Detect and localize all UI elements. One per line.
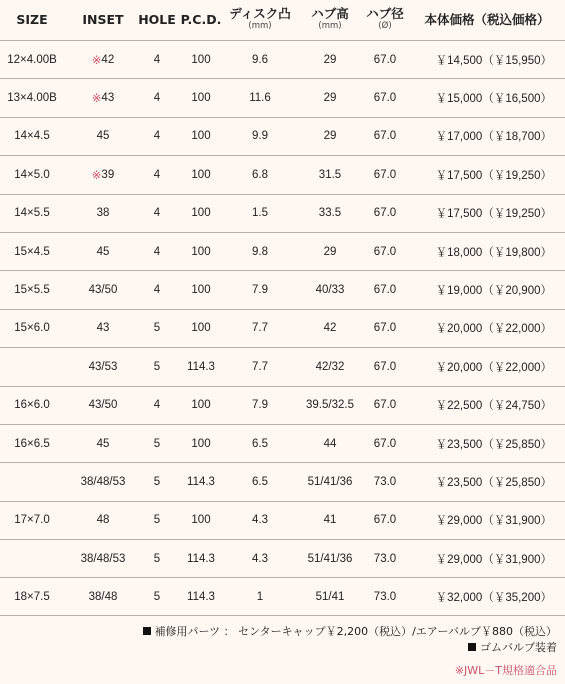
cell-disc (226, 156, 294, 193)
cell-price (414, 41, 552, 78)
disc-value: 6.5 (252, 437, 268, 450)
cell-hole (136, 41, 178, 78)
cell-inset (74, 118, 132, 155)
cell-inset (74, 463, 132, 500)
pcd-value: 100 (191, 53, 211, 66)
hole-value: 4 (153, 92, 161, 105)
cell-hub-height (300, 79, 360, 116)
cell-pcd (176, 233, 226, 270)
price-value: ￥22,500（￥24,750） (435, 400, 552, 413)
cell-price (414, 425, 552, 462)
cell-hole (136, 348, 178, 385)
header-price: 本体価格（税込価格） (424, 11, 550, 27)
hub-height-value: 44 (323, 437, 337, 450)
inset-value: 43 (96, 322, 110, 335)
hole-value: 5 (153, 590, 161, 603)
cell-hub-dia (362, 540, 408, 577)
inset-value: 42 (101, 53, 115, 66)
hole-value: 4 (153, 168, 161, 181)
cell-hub-height (300, 578, 360, 614)
cell-price (414, 79, 552, 116)
hub-height-value: 29 (323, 92, 337, 105)
hole-value: 5 (153, 552, 161, 565)
cell-hole (136, 271, 178, 308)
inset-value: 38 (96, 207, 110, 220)
cell-inset (74, 195, 132, 232)
pcd-value: 100 (191, 514, 211, 527)
jwl-mark: ※ (91, 54, 102, 67)
size-value: 15×5.5 (14, 284, 50, 297)
price-value: ￥19,000（￥20,900） (435, 285, 552, 298)
cell-price (414, 502, 552, 539)
size-value: 15×4.5 (14, 245, 50, 258)
cell-hole (136, 463, 178, 500)
hole-value: 4 (153, 207, 161, 220)
cell-hub-dia (362, 118, 408, 155)
cell-pcd (176, 463, 226, 500)
cell-disc (226, 540, 294, 577)
cell-pcd (176, 41, 226, 78)
cell-price (414, 118, 552, 155)
price-value: ￥15,000（￥16,500） (435, 93, 552, 106)
table-row (0, 232, 565, 270)
cell-inset (74, 425, 132, 462)
cell-size (2, 195, 62, 232)
cell-hub-height (300, 425, 360, 462)
pcd-value: 100 (191, 245, 211, 258)
cell-hub-height (300, 233, 360, 270)
cell-price (414, 540, 552, 577)
cell-hub-dia (362, 425, 408, 462)
inset-value: 43/53 (88, 360, 118, 373)
cell-pcd (176, 387, 226, 424)
cell-hub-dia (362, 578, 408, 614)
size-value: 16×6.0 (14, 399, 50, 412)
cell-hole (136, 310, 178, 347)
cell-hub-dia (362, 271, 408, 308)
hub-height-value: 51/41/36 (307, 475, 353, 488)
inset-value: 38/48/53 (80, 475, 126, 488)
footer-valve-note: ゴムバルブ装着 (468, 639, 557, 655)
size-value: 15×6.0 (14, 322, 50, 335)
cell-inset (74, 233, 132, 270)
hub-height-value: 31.5 (318, 168, 342, 181)
inset-value: 43/50 (88, 284, 118, 297)
cell-hub-height (300, 156, 360, 193)
table-row (0, 78, 565, 116)
cell-hole (136, 425, 178, 462)
footer-jwl-note: ※JWL－T規格適合品 (454, 664, 557, 677)
table-row (0, 577, 565, 615)
inset-value: 43 (101, 92, 115, 105)
cell-hub-dia (362, 156, 408, 193)
cell-price (414, 387, 552, 424)
price-value: ￥17,000（￥18,700） (435, 131, 552, 144)
cell-inset (74, 387, 132, 424)
cell-inset (74, 41, 132, 78)
price-value: ￥17,500（￥19,250） (435, 208, 552, 221)
hub-dia-value: 73.0 (373, 475, 397, 488)
disc-value: 9.6 (252, 53, 268, 66)
jwl-mark: ※ (91, 169, 102, 182)
pcd-value: 114.3 (187, 475, 215, 488)
cell-hub-height (300, 463, 360, 500)
price-value: ￥29,000（￥31,900） (435, 553, 552, 566)
cell-pcd (176, 578, 226, 614)
jwl-mark: ※ (91, 93, 102, 106)
cell-price (414, 233, 552, 270)
cell-size (2, 387, 62, 424)
cell-pcd (176, 502, 226, 539)
cell-size (2, 310, 62, 347)
hub-dia-value: 67.0 (373, 399, 397, 412)
size-value: 14×5.0 (14, 168, 50, 181)
hole-value: 5 (153, 360, 161, 373)
size-value: 13×4.00B (7, 92, 57, 105)
pcd-value: 114.3 (187, 590, 215, 603)
disc-value: 6.5 (252, 475, 268, 488)
cell-price (414, 348, 552, 385)
price-value: ￥23,500（￥25,850） (435, 438, 552, 451)
disc-value: 1 (256, 590, 264, 603)
cell-hub-height (300, 502, 360, 539)
header-hub-diameter: ハブ径 (Ø) (366, 6, 404, 31)
hub-dia-value: 67.0 (373, 322, 397, 335)
cell-pcd (176, 540, 226, 577)
cell-disc (226, 463, 294, 500)
cell-inset (74, 271, 132, 308)
cell-hub-dia (362, 195, 408, 232)
cell-disc (226, 425, 294, 462)
cell-hub-dia (362, 233, 408, 270)
cell-price (414, 578, 552, 614)
hole-value: 4 (153, 130, 161, 143)
disc-value: 4.3 (252, 552, 268, 565)
cell-pcd (176, 348, 226, 385)
header-hole: HOLE (138, 11, 176, 27)
hub-height-value: 40/33 (315, 284, 345, 297)
cell-size (2, 502, 62, 539)
table-row (0, 539, 565, 577)
price-value: ￥20,000（￥22,000） (435, 323, 552, 336)
cell-hole (136, 502, 178, 539)
hub-height-value: 29 (323, 245, 337, 258)
hub-height-value: 39.5/32.5 (306, 399, 354, 412)
hub-height-value: 29 (323, 53, 337, 66)
table-row (0, 40, 565, 78)
hole-value: 4 (153, 399, 161, 412)
cell-pcd (176, 195, 226, 232)
pcd-value: 114.3 (187, 552, 215, 565)
cell-hub-dia (362, 79, 408, 116)
cell-hole (136, 79, 178, 116)
hole-value: 5 (153, 475, 161, 488)
cell-inset (74, 156, 132, 193)
cell-hole (136, 387, 178, 424)
cell-pcd (176, 156, 226, 193)
cell-disc (226, 310, 294, 347)
cell-hole (136, 195, 178, 232)
size-value: 18×7.5 (14, 590, 50, 603)
cell-inset (74, 310, 132, 347)
size-value: 17×7.0 (14, 514, 50, 527)
cell-price (414, 463, 552, 500)
hub-dia-value: 73.0 (373, 552, 397, 565)
pcd-value: 100 (191, 437, 211, 450)
cell-hub-dia (362, 502, 408, 539)
header-disc: ディスク凸 (mm) (229, 6, 291, 31)
cell-hub-dia (362, 387, 408, 424)
cell-disc (226, 502, 294, 539)
pcd-value: 100 (191, 399, 211, 412)
cell-hub-height (300, 118, 360, 155)
cell-size (2, 425, 62, 462)
size-value: 14×5.5 (14, 207, 50, 220)
size-value: 12×4.00B (7, 53, 57, 66)
inset-value: 38/48/53 (80, 552, 126, 565)
hub-dia-value: 67.0 (373, 53, 397, 66)
cell-size (2, 540, 62, 577)
cell-hole (136, 578, 178, 614)
hole-value: 4 (153, 284, 161, 297)
cell-inset (74, 578, 132, 614)
disc-value: 9.9 (252, 130, 268, 143)
hole-value: 5 (153, 322, 161, 335)
cell-disc (226, 233, 294, 270)
hub-dia-value: 67.0 (373, 207, 397, 220)
table-row (0, 347, 565, 385)
disc-value: 7.7 (252, 322, 268, 335)
cell-hub-height (300, 310, 360, 347)
cell-hub-dia (362, 310, 408, 347)
price-value: ￥17,500（￥19,250） (435, 169, 552, 182)
price-value: ￥29,000（￥31,900） (435, 515, 552, 528)
cell-inset (74, 79, 132, 116)
cell-size (2, 348, 62, 385)
hub-height-value: 41 (323, 514, 337, 527)
cell-size (2, 118, 62, 155)
cell-inset (74, 502, 132, 539)
cell-hole (136, 156, 178, 193)
hole-value: 4 (153, 53, 161, 66)
cell-hub-height (300, 387, 360, 424)
hub-dia-value: 67.0 (373, 514, 397, 527)
inset-value: 39 (101, 168, 115, 181)
pcd-value: 114.3 (187, 360, 215, 373)
cell-price (414, 271, 552, 308)
cell-hub-height (300, 271, 360, 308)
price-value: ￥23,500（￥25,850） (435, 476, 552, 489)
pcd-value: 100 (191, 168, 211, 181)
cell-size (2, 233, 62, 270)
hub-height-value: 51/41 (315, 590, 345, 603)
size-value: 14×4.5 (14, 130, 50, 143)
disc-value: 4.3 (252, 514, 268, 527)
pcd-value: 100 (191, 207, 211, 220)
cell-hole (136, 233, 178, 270)
cell-disc (226, 387, 294, 424)
pcd-value: 100 (191, 284, 211, 297)
price-value: ￥14,500（￥15,950） (435, 54, 552, 67)
cell-pcd (176, 310, 226, 347)
inset-value: 45 (96, 245, 110, 258)
cell-price (414, 310, 552, 347)
hub-dia-value: 67.0 (373, 360, 397, 373)
table-row (0, 501, 565, 539)
pcd-value: 100 (191, 130, 211, 143)
hole-value: 4 (153, 245, 161, 258)
cell-disc (226, 195, 294, 232)
pcd-value: 100 (191, 92, 211, 105)
cell-hole (136, 540, 178, 577)
hub-dia-value: 67.0 (373, 245, 397, 258)
header-size: SIZE (16, 11, 48, 27)
disc-value: 7.9 (252, 399, 268, 412)
hub-dia-value: 67.0 (373, 92, 397, 105)
cell-hub-dia (362, 348, 408, 385)
pcd-value: 100 (191, 322, 211, 335)
table-row (0, 270, 565, 308)
table-row (0, 155, 565, 193)
inset-value: 48 (96, 514, 110, 527)
hub-dia-value: 73.0 (373, 590, 397, 603)
cell-size (2, 79, 62, 116)
price-value: ￥32,000（￥35,200） (435, 591, 552, 604)
cell-hub-height (300, 41, 360, 78)
footer-parts-note: 補修用パーツ ： センターキャップ￥2,200（税込）/エアーバルブ￥880（税込） (143, 623, 557, 639)
cell-inset (74, 348, 132, 385)
cell-hub-dia (362, 41, 408, 78)
size-value: 16×6.5 (14, 437, 50, 450)
price-value: ￥18,000（￥19,800） (435, 246, 552, 259)
cell-disc (226, 79, 294, 116)
header-hub-height: ハブ高 (mm) (311, 6, 349, 31)
hub-dia-value: 67.0 (373, 437, 397, 450)
table-row (0, 424, 565, 462)
disc-value: 1.5 (252, 207, 268, 220)
cell-hub-dia (362, 463, 408, 500)
cell-size (2, 41, 62, 78)
header-pcd: P.C.D. (180, 11, 222, 27)
hole-value: 5 (153, 514, 161, 527)
cell-price (414, 156, 552, 193)
cell-disc (226, 348, 294, 385)
cell-hub-height (300, 348, 360, 385)
cell-pcd (176, 271, 226, 308)
inset-value: 45 (96, 437, 110, 450)
spec-table-body (0, 40, 565, 616)
header-inset: INSET (82, 11, 124, 27)
cell-size (2, 463, 62, 500)
square-bullet-icon (143, 627, 151, 635)
cell-size (2, 271, 62, 308)
cell-disc (226, 41, 294, 78)
disc-value: 6.8 (252, 168, 268, 181)
cell-pcd (176, 425, 226, 462)
cell-price (414, 195, 552, 232)
table-row (0, 194, 565, 232)
hub-height-value: 51/41/36 (307, 552, 353, 565)
cell-disc (226, 578, 294, 614)
cell-size (2, 156, 62, 193)
table-row (0, 386, 565, 424)
inset-value: 38/48 (88, 590, 118, 603)
cell-pcd (176, 79, 226, 116)
cell-inset (74, 540, 132, 577)
hub-dia-value: 67.0 (373, 168, 397, 181)
disc-value: 7.9 (252, 284, 268, 297)
hub-height-value: 42 (323, 322, 337, 335)
disc-value: 7.7 (252, 360, 268, 373)
table-row (0, 117, 565, 155)
price-value: ￥20,000（￥22,000） (435, 361, 552, 374)
hole-value: 5 (153, 437, 161, 450)
disc-value: 11.6 (249, 92, 271, 105)
inset-value: 43/50 (88, 399, 118, 412)
hub-dia-value: 67.0 (373, 284, 397, 297)
hub-height-value: 42/32 (315, 360, 345, 373)
square-bullet-icon (468, 643, 476, 651)
hub-height-value: 29 (323, 130, 337, 143)
disc-value: 9.8 (252, 245, 268, 258)
cell-disc (226, 118, 294, 155)
cell-hole (136, 118, 178, 155)
inset-value: 45 (96, 130, 110, 143)
cell-hub-height (300, 540, 360, 577)
cell-disc (226, 271, 294, 308)
cell-size (2, 578, 62, 614)
cell-pcd (176, 118, 226, 155)
table-row (0, 309, 565, 347)
hub-dia-value: 67.0 (373, 130, 397, 143)
hub-height-value: 33.5 (318, 207, 342, 220)
table-header (0, 0, 565, 39)
table-row (0, 462, 565, 500)
cell-hub-height (300, 195, 360, 232)
